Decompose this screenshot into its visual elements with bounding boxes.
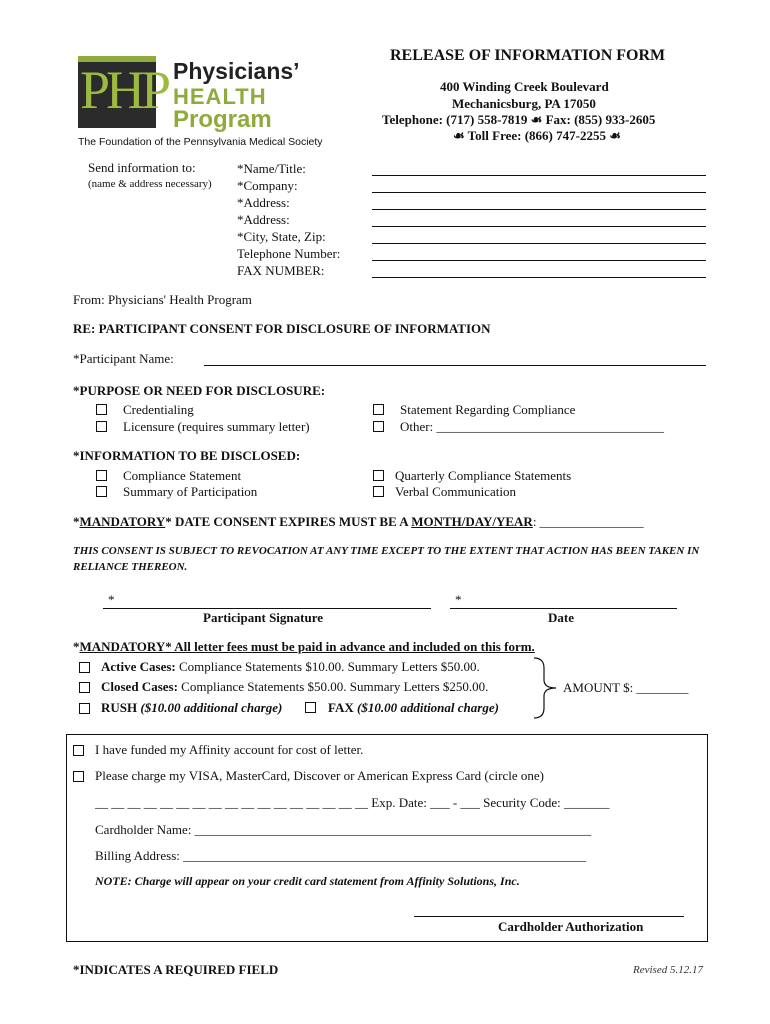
- required-field-legend: *INDICATES A REQUIRED FIELD: [73, 962, 279, 977]
- logo-word-health: HEALTH: [173, 84, 267, 109]
- cardholder-name-field[interactable]: Cardholder Name: _____________________________________________________________: [95, 822, 592, 837]
- required-star: *: [73, 639, 80, 654]
- info-disclosed-heading: *INFORMATION TO BE DISCLOSED:: [73, 448, 301, 463]
- address-line-1: 400 Winding Creek Boulevard: [440, 79, 609, 94]
- summary-participation-label: Summary of Participation: [123, 484, 258, 499]
- rush-label: RUSH: [101, 700, 138, 715]
- billing-address-field[interactable]: Billing Address: ______________________________________________________________: [95, 848, 587, 863]
- form-title: RELEASE OF INFORMATION FORM: [390, 47, 666, 64]
- telephone-number: Telephone: (717) 558-7819: [382, 112, 528, 127]
- mandatory-label: MANDATORY: [79, 639, 166, 654]
- logo-word-program: Program: [173, 106, 272, 133]
- active-cases-label: Active Cases:: [101, 659, 176, 674]
- cardholder-authorization-label: Cardholder Authorization: [498, 919, 644, 934]
- active-cases-fees: Compliance Statements $10.00. Summary Letters $50.00.: [175, 659, 480, 674]
- city-state-zip-field[interactable]: [372, 243, 706, 244]
- send-info-label: Send information to:: [88, 160, 196, 175]
- closed-cases-fees: Compliance Statements $50.00. Summary Letters $250.00.: [177, 679, 489, 694]
- credentialing-checkbox[interactable]: [96, 404, 107, 415]
- verbal-communication-checkbox[interactable]: [373, 486, 384, 497]
- tollfree-number: Toll Free: (866) 747-2255: [467, 128, 606, 143]
- curly-brace-icon: [528, 656, 562, 720]
- active-cases-checkbox[interactable]: [79, 662, 90, 673]
- logo-word-physicians: Physicians’: [173, 58, 300, 84]
- address-field[interactable]: [372, 209, 706, 210]
- fax-line: [328, 700, 499, 716]
- address-label: *Address:: [237, 195, 290, 210]
- closed-cases-label: Closed Cases:: [101, 679, 178, 694]
- compliance-statement-checkbox[interactable]: [96, 470, 107, 481]
- charge-card-label: Please charge my VISA, MasterCard, Discover or American Express Card (circle one): [95, 768, 544, 783]
- address-2-label: *Address:: [237, 212, 290, 227]
- charge-note: NOTE: Charge will appear on your credit card statement from Affinity Solutions, Inc.: [95, 874, 520, 888]
- verbal-communication-label: Verbal Communication: [395, 484, 516, 499]
- quarterly-statements-label: Quarterly Compliance Statements: [395, 468, 572, 483]
- expiry-date-field[interactable]: : ________________: [532, 514, 644, 529]
- licensure-label: Licensure (requires summary letter): [123, 419, 310, 434]
- affinity-funded-label: I have funded my Affinity account for cost of letter.: [95, 742, 364, 757]
- tollfree-line: [453, 128, 621, 144]
- logo-letters: PHP: [80, 60, 168, 120]
- compliance-statement-regarding-checkbox[interactable]: [373, 404, 384, 415]
- address-2-field[interactable]: [372, 226, 706, 227]
- signature-date-field[interactable]: [450, 608, 677, 609]
- fees-notice: [73, 639, 535, 655]
- name-title-label: *Name/Title:: [237, 161, 306, 176]
- telephone-field[interactable]: [372, 260, 706, 261]
- amount-field[interactable]: AMOUNT $: ________: [563, 680, 689, 695]
- fax-note: ($10.00 additional charge): [353, 700, 499, 715]
- re-line: RE: PARTICIPANT CONSENT FOR DISCLOSURE OF INFORMATION: [73, 321, 491, 336]
- required-star: *: [73, 514, 80, 529]
- telephone-label: Telephone Number:: [237, 246, 341, 261]
- participant-signature-field[interactable]: [103, 608, 431, 609]
- logo-foundation-line: The Foundation of the Pennsylvania Medical Society: [78, 136, 323, 148]
- quarterly-statements-checkbox[interactable]: [373, 470, 384, 481]
- credentialing-label: Credentialing: [123, 402, 194, 417]
- purpose-heading: *PURPOSE OR NEED FOR DISCLOSURE:: [73, 383, 326, 398]
- ornament-icon: ☙: [453, 128, 465, 143]
- rush-line: [101, 700, 282, 716]
- summary-participation-checkbox[interactable]: [96, 486, 107, 497]
- closed-cases-line: [101, 679, 488, 695]
- address-line-2: Mechanicsburg, PA 17050: [452, 96, 596, 111]
- payment-box: [66, 734, 708, 942]
- send-info-note: (name & address necessary): [88, 178, 212, 190]
- company-field[interactable]: [372, 192, 706, 193]
- cardholder-authorization-field[interactable]: [414, 916, 684, 917]
- active-cases-line: [101, 659, 480, 675]
- city-state-zip-label: *City, State, Zip:: [237, 229, 326, 244]
- rush-checkbox[interactable]: [79, 703, 90, 714]
- fax-number: Fax: (855) 933-2605: [545, 112, 656, 127]
- fax-checkbox[interactable]: [305, 702, 316, 713]
- expiry-text: * DATE CONSENT EXPIRES MUST BE A: [165, 514, 412, 529]
- card-number-line[interactable]: __ __ __ __ __ __ __ __ __ __ __ __ __ __ __ __ __ Exp. Date: ___ - ___ Security Code: _______: [95, 795, 610, 810]
- signature-required-star: *: [108, 592, 115, 607]
- ornament-icon: ☙: [530, 112, 543, 127]
- revision-date: Revised 5.12.17: [633, 964, 703, 976]
- other-purpose-field[interactable]: Other: ___________________________________: [400, 419, 664, 434]
- participant-name-field[interactable]: [204, 365, 706, 366]
- name-title-field[interactable]: [372, 175, 706, 176]
- phone-fax-line: [382, 112, 655, 128]
- company-label: *Company:: [237, 178, 298, 193]
- charge-card-checkbox[interactable]: [73, 771, 84, 782]
- from-line: From: Physicians' Health Program: [73, 292, 252, 307]
- fees-text: * All letter fees must be paid in advance and included on this form.: [165, 639, 535, 654]
- closed-cases-checkbox[interactable]: [79, 682, 90, 693]
- mandatory-label: MANDATORY: [79, 514, 166, 529]
- participant-name-label: *Participant Name:: [73, 351, 174, 366]
- compliance-statement-label: Compliance Statement: [123, 468, 242, 483]
- date-required-star: *: [455, 592, 462, 607]
- revocation-notice: THIS CONSENT IS SUBJECT TO REVOCATION AT ANY TIME EXCEPT TO THE EXTENT THAT ACTION HAS BEEN TAKEN IN RELIANCE THEREON.: [73, 545, 700, 573]
- consent-expiry-line[interactable]: [73, 514, 644, 530]
- fax-label: FAX NUMBER:: [237, 263, 325, 278]
- recipient-field-labels: [237, 160, 340, 279]
- date-format-label: MONTH/DAY/YEAR: [411, 514, 533, 529]
- rush-note: ($10.00 additional charge): [137, 700, 283, 715]
- fax-field[interactable]: [372, 277, 706, 278]
- compliance-statement-regarding-label: Statement Regarding Compliance: [400, 402, 576, 417]
- participant-signature-label: Participant Signature: [203, 610, 324, 625]
- signature-date-label: Date: [548, 610, 574, 625]
- fax-option-label: FAX: [328, 700, 354, 715]
- affinity-funded-checkbox[interactable]: [73, 745, 84, 756]
- other-purpose-checkbox[interactable]: [373, 421, 384, 432]
- licensure-checkbox[interactable]: [96, 421, 107, 432]
- ornament-icon: ☙: [609, 128, 621, 143]
